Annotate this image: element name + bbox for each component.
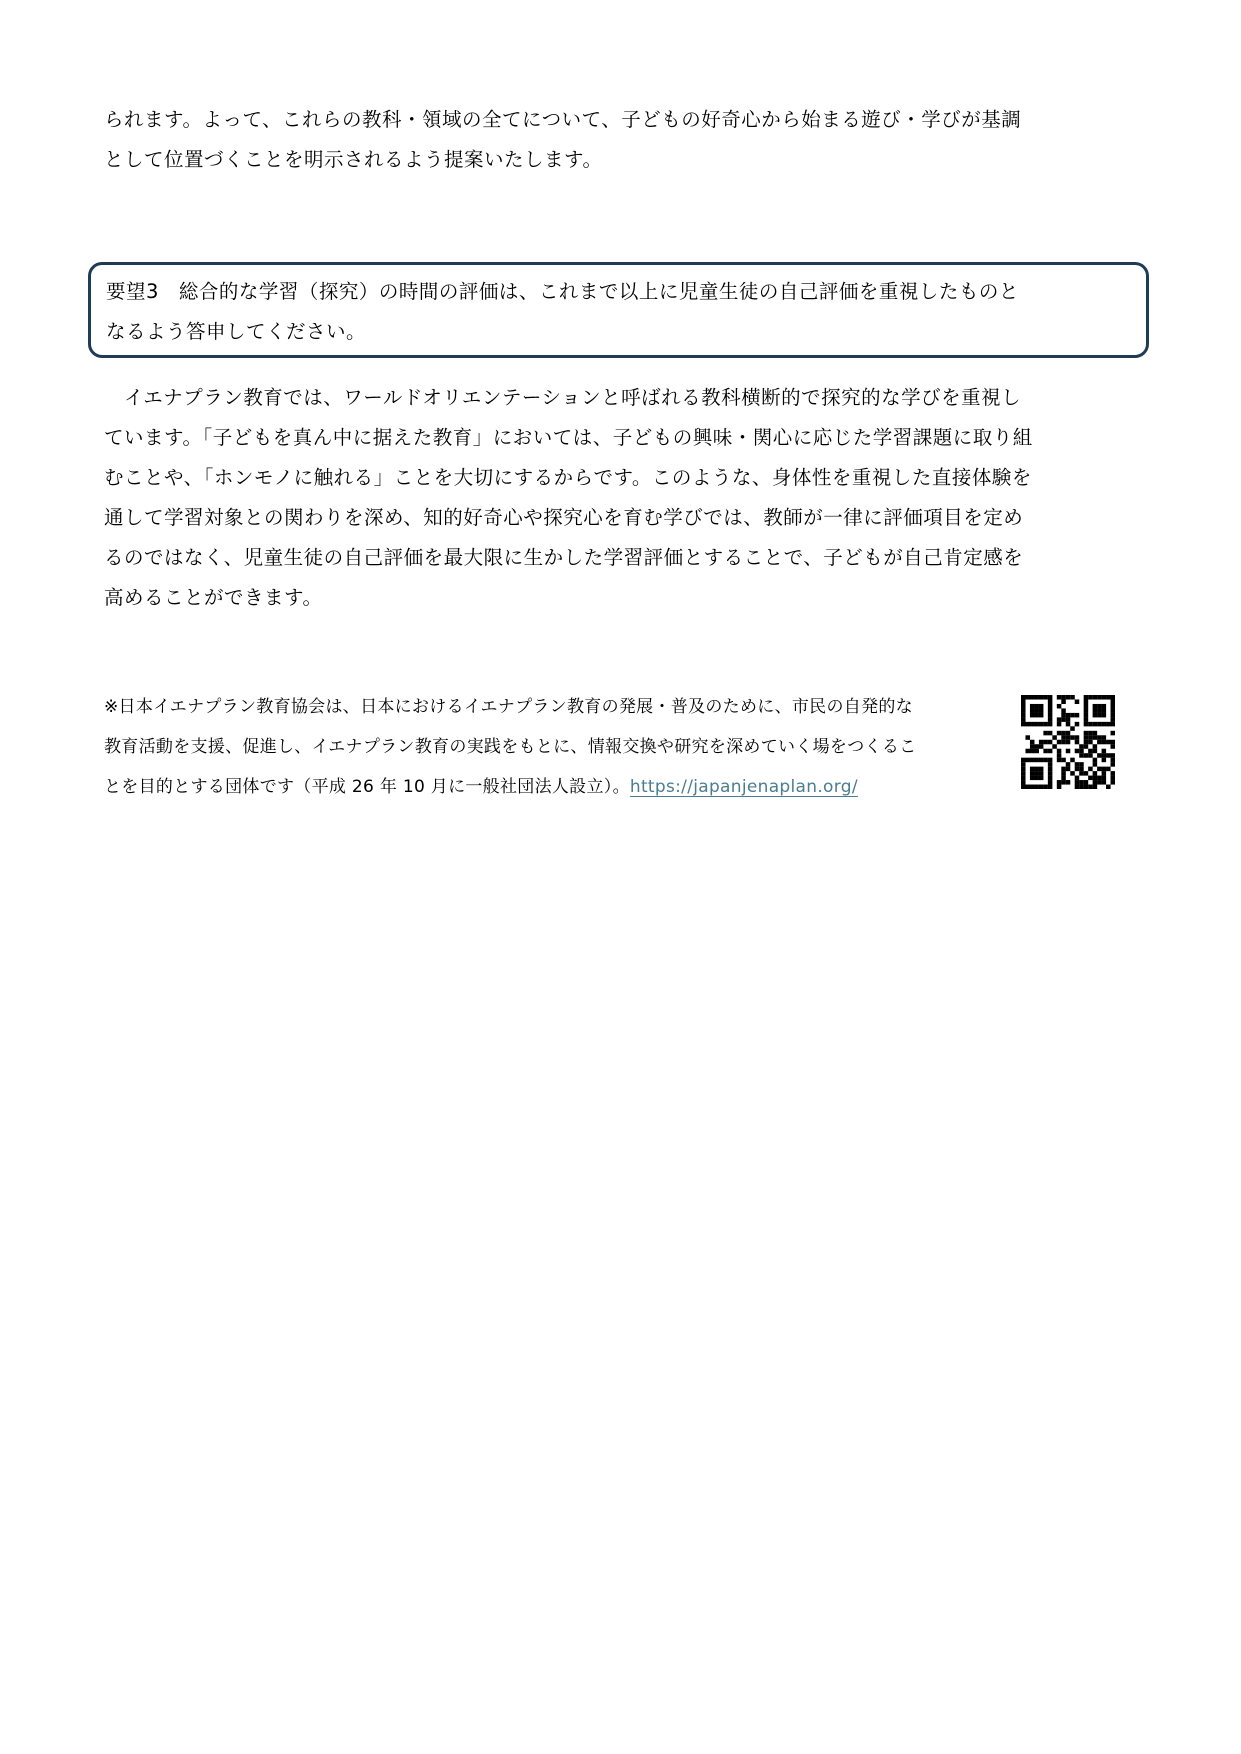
paragraph-line: られます。よって、これらの教科・領域の全てについて、子どもの好奇心から始まる遊び・学びが基調 xyxy=(104,108,1022,131)
paragraph-line: るのではなく、児童生徒の自己評価を最大限に生かした学習評価とすることで、子どもが自己肯定感を xyxy=(104,546,1024,569)
footnote-line xyxy=(104,767,916,807)
request-box-line: 要望3 総合的な学習（探究）の時間の評価は、これまで以上に児童生徒の自己評価を重視したものと xyxy=(106,280,1019,303)
request-box xyxy=(88,262,1149,358)
footnote-line: 教育活動を支援、促進し、イエナプラン教育の実践をもとに、情報交換や研究を深めていく場をつくるこ xyxy=(104,737,917,757)
request-box-line: なるよう答申してください。 xyxy=(106,320,367,343)
intro-paragraph xyxy=(104,100,1021,180)
footnote xyxy=(104,687,916,807)
paragraph-line: として位置づくことを明示されるよう提案いたします。 xyxy=(104,148,603,171)
footnote-line: ※日本イエナプラン教育協会は、日本におけるイエナプラン教育の発展・普及のために、市民の自発的な xyxy=(104,697,913,717)
paragraph-line: ています。「子どもを真ん中に据えた教育」においては、子どもの興味・関心に応じた学習課題に取り組 xyxy=(104,426,1033,449)
website-link[interactable]: https://japanjenaplan.org/ xyxy=(629,777,858,797)
footnote-text: とを目的とする団体です（平成 26 年 10 月に一般社団法人設立）。 xyxy=(104,777,630,797)
paragraph-line: むことや、「ホンモノに触れる」ことを大切にするからです。このような、身体性を重視した直接体験を xyxy=(104,466,1032,489)
qr-code xyxy=(1021,695,1115,789)
paragraph-line: 高めることができます。 xyxy=(104,586,323,609)
paragraph-line: 通して学習対象との関わりを深め、知的好奇心や探究心を育む学びでは、教師が一律に評価項目を定め xyxy=(104,506,1024,529)
body-paragraph xyxy=(104,378,1033,618)
paragraph-line: イエナプラン教育では、ワールドオリエンテーションと呼ばれる教科横断的で探究的な学びを重視し xyxy=(104,386,1022,409)
